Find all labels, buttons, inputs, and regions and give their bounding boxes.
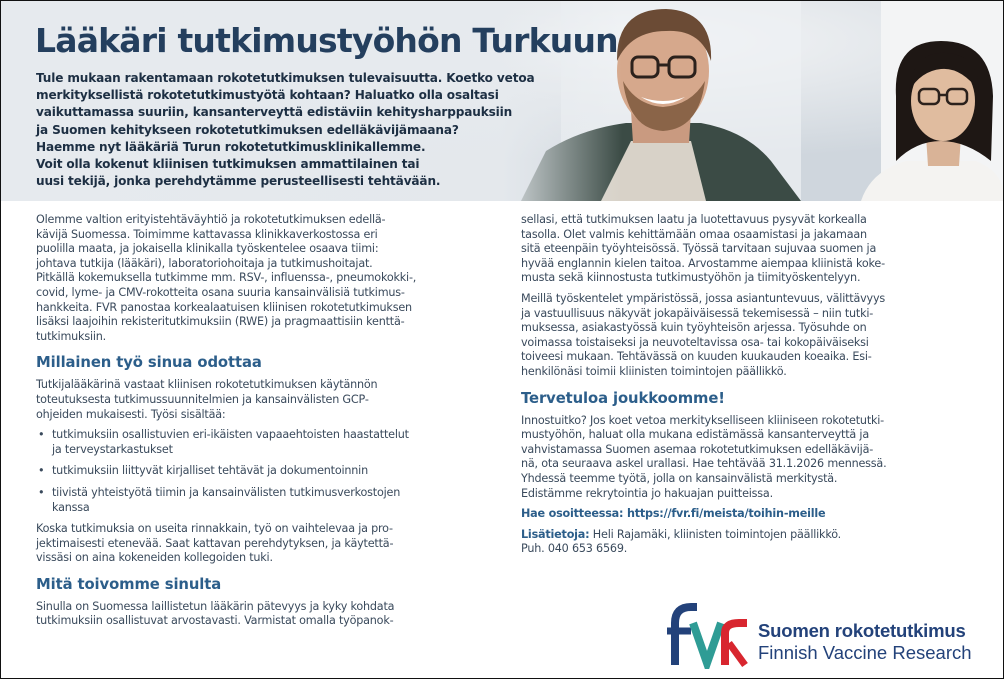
text-line: Edistämme rekrytointia jo hakuajan puitteissa. bbox=[521, 486, 773, 500]
text-line: toiveesi mukaan. Tehtävässä on kuuden kuukauden koeaika. Esi- bbox=[521, 350, 872, 364]
text-line: Tutkijalääkärinä vastaat kliinisen rokotetutkimuksen käytännön bbox=[36, 378, 378, 392]
text-line: • tutkimuksiin liittyvät kirjalliset tehtävät ja dokumentoinnin bbox=[52, 464, 368, 478]
text-line: jektimaisesti etenevää. Saat kattavan perehdytyksen, ja käytettä- bbox=[36, 536, 394, 550]
text-line: • tutkimuksiin osallistuvien eri-ikäisten vapaaehtoisten haastattelut bbox=[52, 428, 409, 442]
text-line: puolilla maata, ja jokaisella klinikalla työskentelee osaava tiimi: bbox=[36, 242, 379, 256]
text-line: lisäksi laajoihin rekisteritutkimuksiin (RWE) ja pragmaattisiin kenttä- bbox=[36, 315, 405, 329]
text-line: Pitkällä kokemuksella tutkimme mm. RSV-, influenssa-, pneumokokki-, bbox=[36, 271, 417, 285]
page-title: Lääkäri tutkimustyöhön Turkuun bbox=[35, 21, 618, 60]
hero-lead-line: Tule mukaan rakentamaan rokotetutkimuksen tulevaisuutta. Koetko vetoa bbox=[36, 71, 535, 85]
requirements-paragraph bbox=[36, 600, 486, 629]
text-line: • tiivistä yhteistyötä tiimin ja kansainvälisten tutkimusverkostojen bbox=[52, 485, 401, 499]
hero-lead-line: Haemme nyt lääkäriä Turun rokotetutkimusklinikallemme. bbox=[36, 139, 426, 154]
text-line: vahvistamassa Suomen asemaa rokotetutkimuksen edelläkävijä- bbox=[521, 442, 874, 456]
text-line: Meillä työskentelet ympäristössä, jossa asiantuntevuus, välittävyys bbox=[521, 291, 886, 305]
right-column bbox=[521, 213, 971, 557]
apply-link[interactable]: Hae osoitteessa: https://fvr.fi/meista/toihin-meille bbox=[521, 507, 826, 521]
text-line: Koska tutkimuksia on useita rinnakkain, työ on vaihtelevaa ja pro- bbox=[36, 522, 393, 536]
text-line: Yhdessä teemme työtä, jolla on kansainvälistä merkitystä. bbox=[521, 471, 838, 485]
contact-line bbox=[521, 528, 971, 543]
list-item bbox=[36, 464, 486, 479]
fvr-logo-mark bbox=[663, 601, 753, 669]
section-heading-job: Millainen työ sinua odottaa bbox=[36, 354, 262, 372]
text-line: hankkeita. FVR panostaa korkealaatuisen kliinisen rokotetutkimuksen bbox=[36, 300, 412, 314]
text-line: mustyöhön, haluat olla mukana edistämässä kansanterveyttä ja bbox=[521, 428, 869, 442]
contact-label: Lisätietoja: bbox=[521, 527, 590, 541]
phone-line: Puh. 040 653 6569. bbox=[521, 542, 628, 556]
environment-paragraph bbox=[521, 292, 971, 380]
logo-name-fi: Suomen rokotetutkimus bbox=[758, 620, 966, 641]
requirements-continued bbox=[521, 213, 971, 286]
text-line: ohjeiden mukaisesti. Työsi sisältää: bbox=[36, 407, 226, 421]
text-line: ja vastuullisuus näkyvät jokapäiväisessä tekemisessä – niin tutki- bbox=[521, 306, 874, 320]
text-line: tasolla. Olet valmis kehittämään omaa osaamistasi ja jakamaan bbox=[521, 227, 867, 241]
text-line: tutkimuksiin osallistuvat arvostavasti. Varmistat omalla työpanok- bbox=[36, 614, 394, 628]
text-line: voimassa toistaiseksi ja neuvoteltavissa osa- tai kokopäiväiseksi bbox=[521, 335, 869, 349]
text-line: nä, ota seuraava askel urallasi. Hae tehtävää 31.1.2026 mennessä. bbox=[521, 457, 887, 471]
left-column bbox=[36, 213, 486, 629]
text-line: musta sekä kiinnostusta tutkimustyöhön ja tiimityöskentelyyn. bbox=[521, 271, 861, 285]
intro-paragraph bbox=[36, 213, 486, 344]
text-line: kävijä Suomessa. Toimimme kattavassa klinikkaverkostossa eri bbox=[36, 227, 378, 241]
job-outro-paragraph bbox=[36, 522, 486, 566]
section-heading-welcome: Tervetuloa joukkoomme! bbox=[521, 389, 725, 407]
list-item bbox=[36, 428, 486, 457]
text-line: muksessa, asiakastyössä kuin työyhteisön arjessa. Työsuhde on bbox=[521, 321, 867, 335]
list-item bbox=[36, 486, 486, 515]
job-intro-paragraph bbox=[36, 378, 486, 422]
contact-text: Heli Rajamäki, kliinisten toimintojen päällikkö. bbox=[589, 527, 842, 541]
text-line: henkilönäsi toimii kliinisten toimintojen päällikkö. bbox=[521, 364, 787, 378]
text-line: Innostuitko? Jos koet vetoa merkitykselliseen kliiniseen rokotetutki- bbox=[521, 413, 885, 427]
section-heading-requirements: Mitä toivomme sinulta bbox=[36, 575, 222, 593]
text-line: covid, lyme- ja CMV-rokotteita osana suuria kansainvälisiä tutkimus- bbox=[36, 285, 405, 299]
hero-lead-line: ja Suomen kehitykseen rokotetutkimuksen edelläkävijämaana? bbox=[36, 122, 459, 137]
text-line: ja terveystarkastukset bbox=[52, 442, 173, 456]
text-line: sellasi, että tutkimuksen laatu ja luotettavuus pysyvät korkealla bbox=[521, 213, 867, 226]
hero-banner bbox=[1, 1, 1003, 201]
hero-lead-line: uusi tekijä, jonka perehdytämme perusteellisesti tehtävään. bbox=[36, 174, 441, 189]
tasks-list bbox=[36, 428, 486, 515]
fvr-logo bbox=[663, 601, 983, 669]
text-line: vissäsi on aina kokeneiden kollegoiden tuki. bbox=[36, 551, 273, 565]
text-line: johtava tutkija (lääkäri), laboratoriohoitaja ja tutkimushoitajat. bbox=[36, 256, 373, 270]
text-line: Olemme valtion erityistehtäväyhtiö ja rokotetutkimuksen edellä- bbox=[36, 213, 386, 226]
text-line: toteutuksesta tutkimussuunnitelmien ja kansainvälisten GCP- bbox=[36, 392, 369, 406]
text-line: Sinulla on Suomessa laillistetun lääkärin pätevyys ja kyky kohdata bbox=[36, 599, 395, 613]
logo-name-en: Finnish Vaccine Research bbox=[758, 642, 972, 663]
welcome-paragraph bbox=[521, 414, 971, 502]
hero-lead bbox=[36, 70, 596, 190]
hero-lead-line: Voit olla kokenut kliinisen tutkimuksen ammattilainen tai bbox=[36, 157, 420, 172]
hero-lead-line: vaikuttamassa suuriin, kansanterveyttä edistäviin kehitysharppauksiin bbox=[36, 105, 513, 120]
text-line: tutkimuksiin. bbox=[36, 329, 107, 343]
text-line: hyvää englannin kielen taitoa. Arvostamme aiempaa kliinistä koke- bbox=[521, 256, 885, 270]
text-line: kanssa bbox=[52, 500, 90, 514]
text-line: sitä eteenpäin työyhteisössä. Työssä tarvitaan sujuvaa suomen ja bbox=[521, 242, 877, 256]
hero-lead-line: merkityksellistä rokotetutkimustyötä kohtaan? Haluatko olla osaltasi bbox=[36, 88, 499, 103]
